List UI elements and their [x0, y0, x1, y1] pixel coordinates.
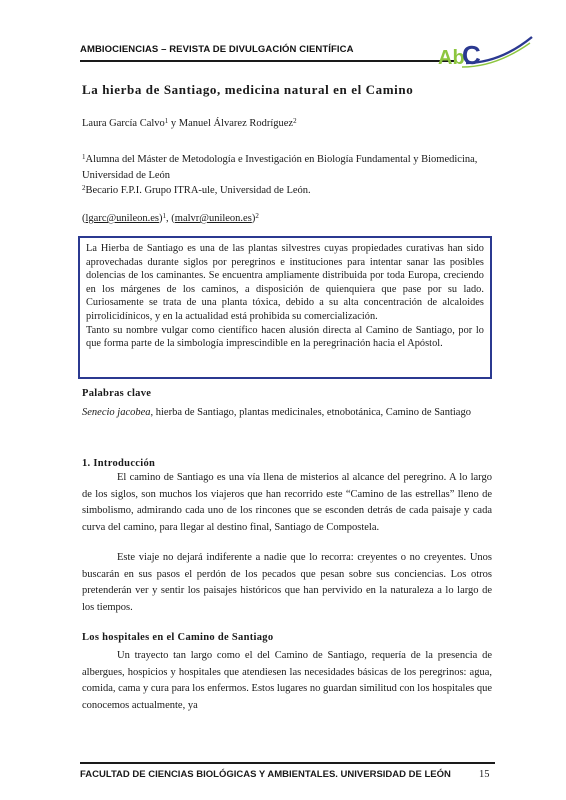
journal-logo — [422, 33, 534, 73]
article-title: La hierba de Santiago, medicina natural en el Camino — [82, 82, 414, 97]
email-paren-close-1: ) — [159, 213, 163, 224]
affiliation-2-text: Becario F.P.I. Grupo ITRA-ule, Universidad de León. — [85, 185, 311, 196]
introduction-heading: 1. Introducción — [82, 458, 156, 469]
affiliation-1-mark: 1 — [82, 153, 86, 161]
introduction-paragraph-2: Este viaje no dejará indiferente a nadie que lo recorra: creyentes o no creyentes. Unos buscarán en sus pasos el perdón de los pecados que pesan sobre sus conciencias. Los otros pretenderán ver y sentir los paisajes históricos que han pervivido en la naturaleza a lo largo de los tiempos. — [82, 552, 492, 613]
logo-lettering-c: C — [462, 40, 481, 70]
footer-divider — [80, 762, 495, 764]
affiliation-2-mark: 2 — [82, 184, 86, 192]
header-divider — [80, 60, 455, 62]
email-link-1[interactable]: lgarc@unileon.es — [85, 213, 160, 224]
keywords-heading: Palabras clave — [82, 388, 152, 399]
author-1: Laura García Calvo — [82, 118, 165, 129]
affiliation-1-text: Alumna del Máster de Metodología e Investigación en Biología Fundamental y Biomedicina, Universidad de León — [82, 154, 478, 181]
email-link-2[interactable]: malvr@unileon.es — [174, 213, 252, 224]
journal-title: AMBIOCIENCIAS – REVISTA DE DIVULGACIÓN CIENTÍFICA — [80, 44, 354, 55]
abstract-box — [78, 236, 492, 379]
author-2-mark: 2 — [293, 117, 297, 125]
keyword-rest: , hierba de Santiago, plantas medicinales, etnobotánica, Camino de Santiago — [150, 407, 471, 418]
author-line — [82, 117, 297, 129]
abstract-paragraph-2: Tanto su nombre vulgar como científico hacen alusión directa al Camino de Santiago, por lo que forma parte de la simbología imprescindible en la peregrinación hacia el Apóstol. — [86, 324, 484, 350]
hospitales-heading: Los hospitales en el Camino de Santiago — [82, 632, 274, 643]
email-1-mark: 1 — [162, 212, 167, 220]
author-2: y Manuel Álvarez Rodríguez — [168, 118, 294, 129]
abstract-paragraph-1: La Hierba de Santiago es una de las plantas silvestres cuyas propiedades curativas han sido aprovechadas durante siglos por peregrinos e instituciones para intentar sanar las posibles dolencias de los caminantes. Se encuentra ampliamente distribuida por toda Europa, creciendo en los márgenes de los caminos, a disposición de quienquiera que pase por su lado. Curiosamente se trata de una planta tóxica, debido a su alta concentración de alcaloides pirrolicidínicos, y en la actualidad está prohibida su comercialización. — [86, 243, 484, 322]
hospitales-paragraph-1: Un trayecto tan largo como el del Camino de Santiago, requería de la presencia de albergues, hospicios y hospitales que atendiesen las necesidades básicas de los peregrinos: agua, comida, cama y cura para los enfermos. Estos lugares no guardan similitud con los hospitales que conocemos actualmente, ya — [82, 650, 492, 711]
author-1-mark: 1 — [164, 117, 169, 125]
email-2-mark: 2 — [255, 212, 259, 220]
introduction-paragraph-1: El camino de Santiago es una vía llena de misterios al alcance del peregrino. A lo largo de los siglos, son muchos los viajeros que han recorrido este “Camino de las estrellas” lleno de simbolismo, admirando cada uno de los rincones que se esconden detrás de cada paisaje y cada curva del camino, para llegar al destino final, Santiago de Compostela. — [82, 472, 492, 533]
keywords-list — [82, 404, 492, 421]
keyword-species: Senecio jacobea — [82, 407, 151, 418]
page-header — [80, 33, 530, 73]
affiliation-1 — [82, 149, 492, 184]
email-paren-open-1: ( — [82, 213, 86, 224]
affiliation-2 — [82, 180, 492, 199]
logo-lettering: Ab — [438, 47, 465, 69]
email-separator: , ( — [166, 213, 175, 224]
page-number: 15 — [479, 769, 490, 780]
contact-emails — [82, 212, 259, 224]
footer-institution: FACULTAD DE CIENCIAS BIOLÓGICAS Y AMBIENTALES. UNIVERSIDAD DE LEÓN — [80, 769, 451, 780]
email-paren-close-2: ) — [251, 213, 256, 224]
